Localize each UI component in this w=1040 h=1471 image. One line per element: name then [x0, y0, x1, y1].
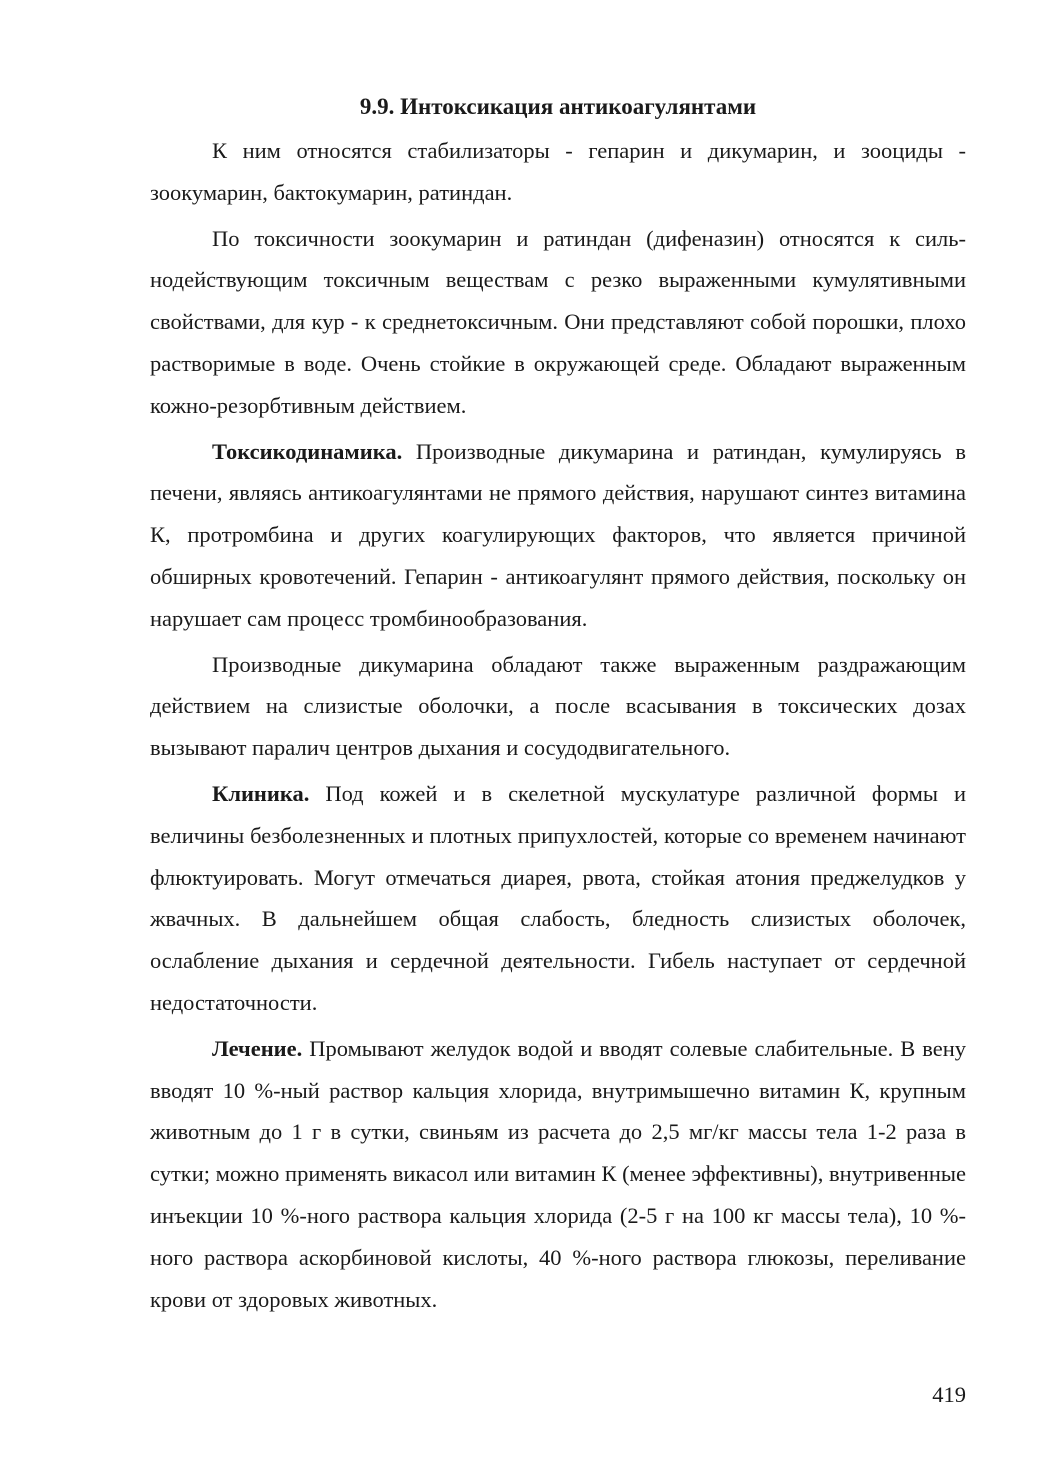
paragraph-text: К ним относятся стабилизаторы - гепарин и дикумарин, и зооциды - зоокумарин, бактокумарин, ратиндан. — [150, 138, 966, 205]
paragraph-text: Под кожей и в скелетной мускулатуре различной формы и величины безболезненных и плотных припухлостей, которые со временем начинают флюктуировать. Могут отмечаться диарея, рвота, стойкая атония преджелудков у жвачных. В дальнейшем общая слабость, бледность слизистых оболочек, ослабление дыхания и сердечной деятельности. Гибель наступает от сердечной недостаточности. — [150, 780, 966, 1015]
paragraph-lead: Лечение. — [212, 1035, 303, 1061]
paragraph-intro — [150, 130, 966, 214]
paragraph-irritant-action — [150, 644, 966, 769]
paragraph-treatment — [150, 1028, 966, 1321]
document-page — [150, 92, 966, 1324]
paragraph-text: Промывают желудок водой и вводят солевые слабительные. В вену вводят 10 %-ный раствор кальция хлорида, внутримышечно витамин К, крупным животным до 1 г в сутки, свиньям из расчета до 2,5 мг/кг массы тела 1-2 раза в сутки; можно применять викасол или витамин К (менее эффективны), внутривенные инъекции 10 %-ного раствора кальция хлорида (2-5 г на 100 кг массы тела), 10 %-ного раствора аскорбиновой кислоты, 40 %-ного раствора глюкозы, переливание крови от здоровых животных. — [150, 1035, 966, 1312]
paragraph-lead: Токсикодинамика. — [212, 438, 403, 464]
paragraph-text: Производные дикумарина и ратиндан, кумулируясь в печени, являясь антикоагулянтами не прямого действия, нарушают синтез витамина К, протромбина и других коагулирующих факторов, что является причиной обширных кровотечений. Гепарин - антикоагулянт прямого действия, поскольку он нарушает сам процесс тромбинообразования. — [150, 438, 966, 631]
paragraph-text: По токсичности зоокумарин и ратиндан (дифеназин) относятся к сильнодействующим токсичным веществам с резко выраженными кумулятивными свойствами, для кур - к среднетоксичным. Они представляют собой порошки, плохо растворимые в воде. Очень стойкие в окружающей среде. Обладают выраженным кожно-резорбтивным действием. — [150, 225, 966, 418]
paragraph-toxicity — [150, 218, 966, 427]
paragraph-toxicodynamics — [150, 431, 966, 640]
page-number: 419 — [932, 1382, 966, 1407]
paragraph-lead: Клиника. — [212, 780, 310, 806]
section-title: 9.9. Интоксикация антикоагулянтами — [359, 94, 757, 119]
paragraph-clinic — [150, 773, 966, 1024]
paragraph-text: Производные дикумарина обладают также выраженным раздражающим действием на слизистые оболочки, а после всасывания в токсических дозах вызывают паралич центров дыхания и сосудодвигательного. — [150, 651, 966, 761]
